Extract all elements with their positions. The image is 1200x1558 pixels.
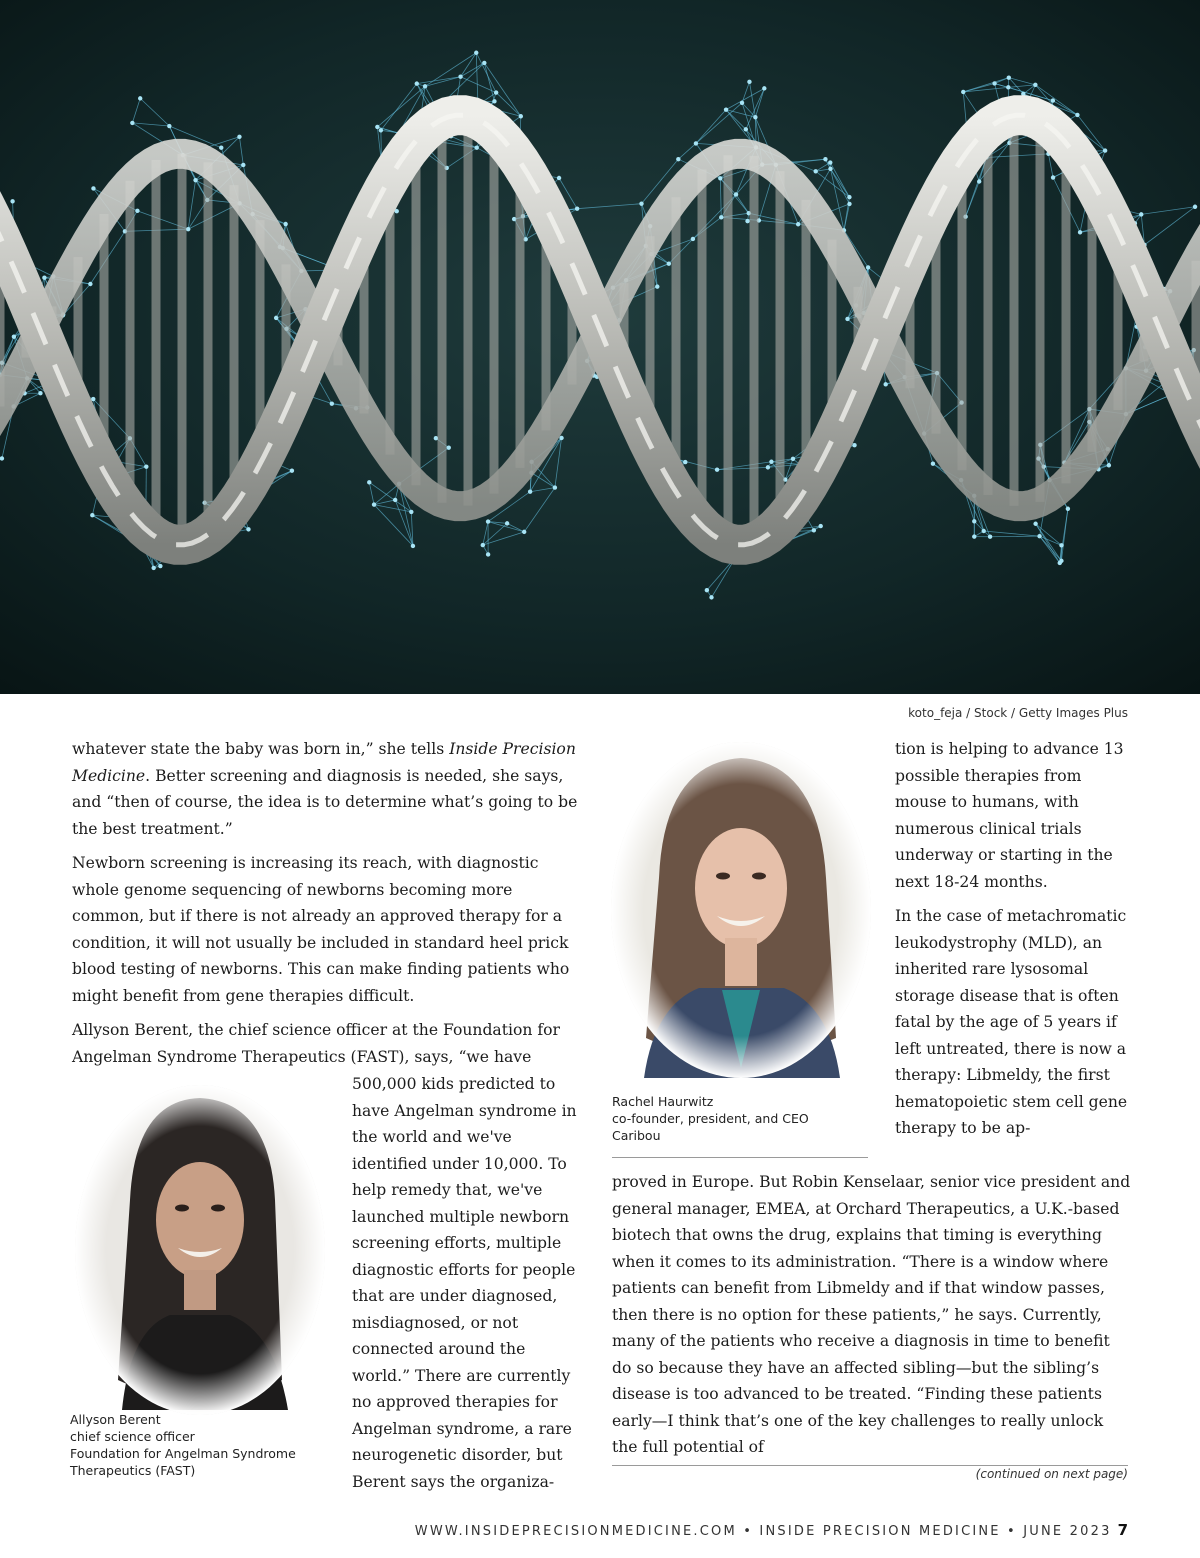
mesh-node — [667, 261, 671, 265]
right-column-full — [612, 1169, 1132, 1461]
mesh-node — [10, 199, 14, 203]
mesh-node — [1078, 230, 1082, 234]
mesh-node — [415, 81, 419, 85]
mesh-node — [151, 566, 155, 570]
mesh-node — [144, 464, 148, 468]
footer-text: WWW.INSIDEPRECISIONMEDICINE.COM • INSIDE PRECISION MEDICINE • JUNE 2023 — [414, 1524, 1112, 1539]
mesh-node — [528, 490, 532, 494]
mesh-node — [988, 535, 992, 539]
mesh-node — [852, 443, 856, 447]
mesh-node — [167, 124, 171, 128]
mesh-node — [753, 115, 757, 119]
mesh-node — [1103, 148, 1107, 152]
mesh-node — [683, 460, 687, 464]
mesh-node — [241, 163, 245, 167]
mesh-node — [823, 157, 827, 161]
caption-title: co-founder, president, and CEO — [612, 1111, 809, 1126]
mesh-node — [492, 99, 496, 103]
mesh-node — [447, 445, 451, 449]
mesh-node — [42, 275, 46, 279]
mesh-node — [91, 397, 95, 401]
mesh-node — [38, 391, 42, 395]
mesh-node — [505, 521, 509, 525]
mesh-node — [1007, 75, 1011, 79]
page-footer — [415, 1521, 1128, 1539]
caption-org: Therapeutics (FAST) — [70, 1463, 196, 1478]
caption-rachel-haurwitz — [612, 1093, 809, 1144]
mesh-node — [769, 460, 773, 464]
mesh-node — [186, 227, 190, 231]
mesh-node — [1033, 83, 1037, 87]
mesh-node — [379, 128, 383, 132]
mesh-node — [762, 86, 766, 90]
mesh-node — [883, 382, 887, 386]
mesh-node — [931, 462, 935, 466]
right-paragraph-2-continued: proved in Europe. But Robin Kenselaar, senior vice president and general manager, EMEA, at Orchard Therapeutics, a U.K.-based biotech that owns the drug, explains that timing is everything when it comes to its administration. “There is a window where patients can benefit from Libmeldy and if that window passes, then there is no option for these patients,” he says. Currently, many of the patients who receive a diagnosis in time to benefit do so because they have an affected sibling—but the sibling’s disease is too advanced to be treated. “Finding these patients early—I think that’s one of the key challenges to really unlock the full potential of — [612, 1173, 1131, 1456]
mesh-node — [372, 502, 376, 506]
mesh-node — [135, 209, 139, 213]
mesh-node — [1037, 534, 1041, 538]
publication-name: Inside Precision Medicine — [72, 740, 576, 785]
mesh-node — [972, 534, 976, 538]
mesh-node — [409, 510, 413, 514]
mesh-node — [219, 146, 223, 150]
hero-dna-image — [0, 0, 1200, 694]
mesh-node — [393, 498, 397, 502]
mesh-node — [1033, 522, 1037, 526]
mesh-node — [411, 544, 415, 548]
mesh-node — [709, 595, 713, 599]
mesh-node — [866, 265, 870, 269]
mesh-node — [330, 401, 334, 405]
mesh-node — [694, 141, 698, 145]
mesh-node — [812, 528, 816, 532]
mesh-node — [557, 176, 561, 180]
mesh-node — [715, 468, 719, 472]
right-column-narrow — [895, 736, 1133, 1142]
mesh-node — [91, 186, 95, 190]
mesh-node — [486, 552, 490, 556]
mesh-node — [486, 519, 490, 523]
mesh-node — [458, 75, 462, 79]
mesh-node — [1139, 212, 1143, 216]
mesh-node — [847, 195, 851, 199]
caption-org: Caribou — [612, 1128, 661, 1143]
mesh-node — [718, 176, 722, 180]
right-paragraph-1: tion is helping to advance 13 possible therapies from mouse to humans, with numerous clinical trials underway or starting in the next 18-24 months. — [895, 740, 1124, 891]
caption-allyson-berent — [70, 1411, 296, 1479]
mesh-node — [522, 530, 526, 534]
mesh-node — [814, 169, 818, 173]
mesh-node — [1006, 85, 1010, 89]
mesh-node — [553, 485, 557, 489]
left-column-top — [72, 736, 584, 1070]
mesh-node — [158, 564, 162, 568]
left-column-wrap — [352, 1071, 584, 1495]
caption-name: Allyson Berent — [70, 1412, 161, 1427]
mesh-node — [691, 237, 695, 241]
mesh-node — [367, 480, 371, 484]
mesh-node — [977, 179, 981, 183]
mesh-node — [519, 114, 523, 118]
mesh-edge — [990, 536, 1039, 537]
mesh-node — [481, 543, 485, 547]
mesh-node — [676, 157, 680, 161]
mesh-node — [992, 81, 996, 85]
mesh-node — [747, 80, 751, 84]
portrait-sketch — [60, 1080, 330, 1420]
portrait-allyson-berent — [60, 1080, 330, 1420]
mesh-node — [274, 316, 278, 320]
mesh-node — [130, 121, 134, 125]
right-paragraph-2-wrap: In the case of metachromatic leukodystrophy (MLD), an inherited rare lysosomal storage disease that is often fatal by the age of 5 years if left untreated, there is now a therapy: Libmeldy, the first hematopoietic stem cell gene therapy to be ap- — [895, 907, 1128, 1137]
photo-credit: koto_feja / Stock / Getty Images Plus — [908, 706, 1128, 720]
mesh-node — [705, 588, 709, 592]
mesh-node — [475, 146, 479, 150]
caption-org: Foundation for Angelman Syndrome — [70, 1446, 296, 1461]
mesh-node — [828, 160, 832, 164]
mesh-node — [12, 334, 16, 338]
mesh-node — [1059, 543, 1063, 547]
mesh-node — [972, 519, 976, 523]
mesh-node — [734, 192, 738, 196]
mesh-node — [1075, 113, 1079, 117]
mesh-node — [482, 61, 486, 65]
caption-name: Rachel Haurwitz — [612, 1094, 714, 1109]
mesh-node — [845, 317, 849, 321]
paragraph-text: . Better screening and diagnosis is needed, she says, and “then of course, the idea is to determine what’s going to be the best treatment.” — [72, 766, 578, 838]
mesh-node — [1193, 205, 1197, 209]
left-paragraph-3-wrap: 500,000 kids predicted to have Angelman syndrome in the world and we've identified under 10,000. To help remedy that, we've launched multiple newborn screening efforts, multiple diagnostic efforts for people that are under diagnosed, misdiagnosed, or not connected around the world.” There are currently no approved therapies for Angelman syndrome, a rare neurogenetic disorder, but Berent says the organiza- — [352, 1075, 577, 1491]
mesh-node — [434, 436, 438, 440]
continued-note: (continued on next page) — [975, 1467, 1128, 1481]
mesh-node — [559, 436, 563, 440]
mesh-node — [1107, 463, 1111, 467]
mesh-node — [193, 178, 197, 182]
caption-divider — [612, 1157, 868, 1158]
mesh-node — [639, 201, 643, 205]
mesh-node — [246, 527, 250, 531]
mesh-node — [961, 90, 965, 94]
mesh-node — [766, 465, 770, 469]
mesh-node — [423, 84, 427, 88]
mesh-node — [283, 222, 287, 226]
portrait-sketch — [604, 738, 878, 1083]
mesh-node — [575, 206, 579, 210]
left-paragraph-1 — [72, 736, 584, 842]
mesh-node — [474, 51, 478, 55]
mesh-node — [138, 96, 142, 100]
mesh-node — [1051, 175, 1055, 179]
mesh-node — [375, 125, 379, 129]
mesh-node — [828, 167, 832, 171]
mesh-node — [847, 202, 851, 206]
mesh-node — [655, 284, 659, 288]
mesh-node — [745, 219, 749, 223]
mesh-node — [88, 282, 92, 286]
mesh-node — [1066, 507, 1070, 511]
mesh-node — [719, 215, 723, 219]
mesh-node — [237, 135, 241, 139]
dna-helix-illustration — [0, 0, 1200, 694]
mesh-node — [1051, 98, 1055, 102]
mesh-node — [1059, 559, 1063, 563]
mesh-node — [740, 101, 744, 105]
left-paragraph-3-lead: Allyson Berent, the chief science officer at the Foundation for Angelman Syndrome Therapeutics (FAST), says, “we have — [72, 1021, 560, 1066]
mesh-node — [494, 90, 498, 94]
portrait-rachel-haurwitz — [604, 738, 878, 1083]
mesh-node — [791, 457, 795, 461]
paragraph-text: whatever state the baby was born in,” she tells — [72, 740, 450, 758]
mesh-node — [744, 127, 748, 131]
mesh-node — [724, 107, 728, 111]
mesh-node — [290, 469, 294, 473]
mesh-node — [982, 529, 986, 533]
caption-title: chief science officer — [70, 1429, 195, 1444]
mesh-node — [818, 524, 822, 528]
page-number: 7 — [1117, 1521, 1128, 1539]
left-paragraph-2: Newborn screening is increasing its reach, with diagnostic whole genome sequencing of newborns becoming more common, but if there is not already an approved therapy for a condition, it will not usually be included in standard heel prick blood testing of newborns. This can make finding patients who might benefit from gene therapies difficult. — [72, 854, 570, 1005]
mesh-node — [90, 513, 94, 517]
column-end-divider — [612, 1465, 1128, 1466]
mesh-node — [796, 222, 800, 226]
